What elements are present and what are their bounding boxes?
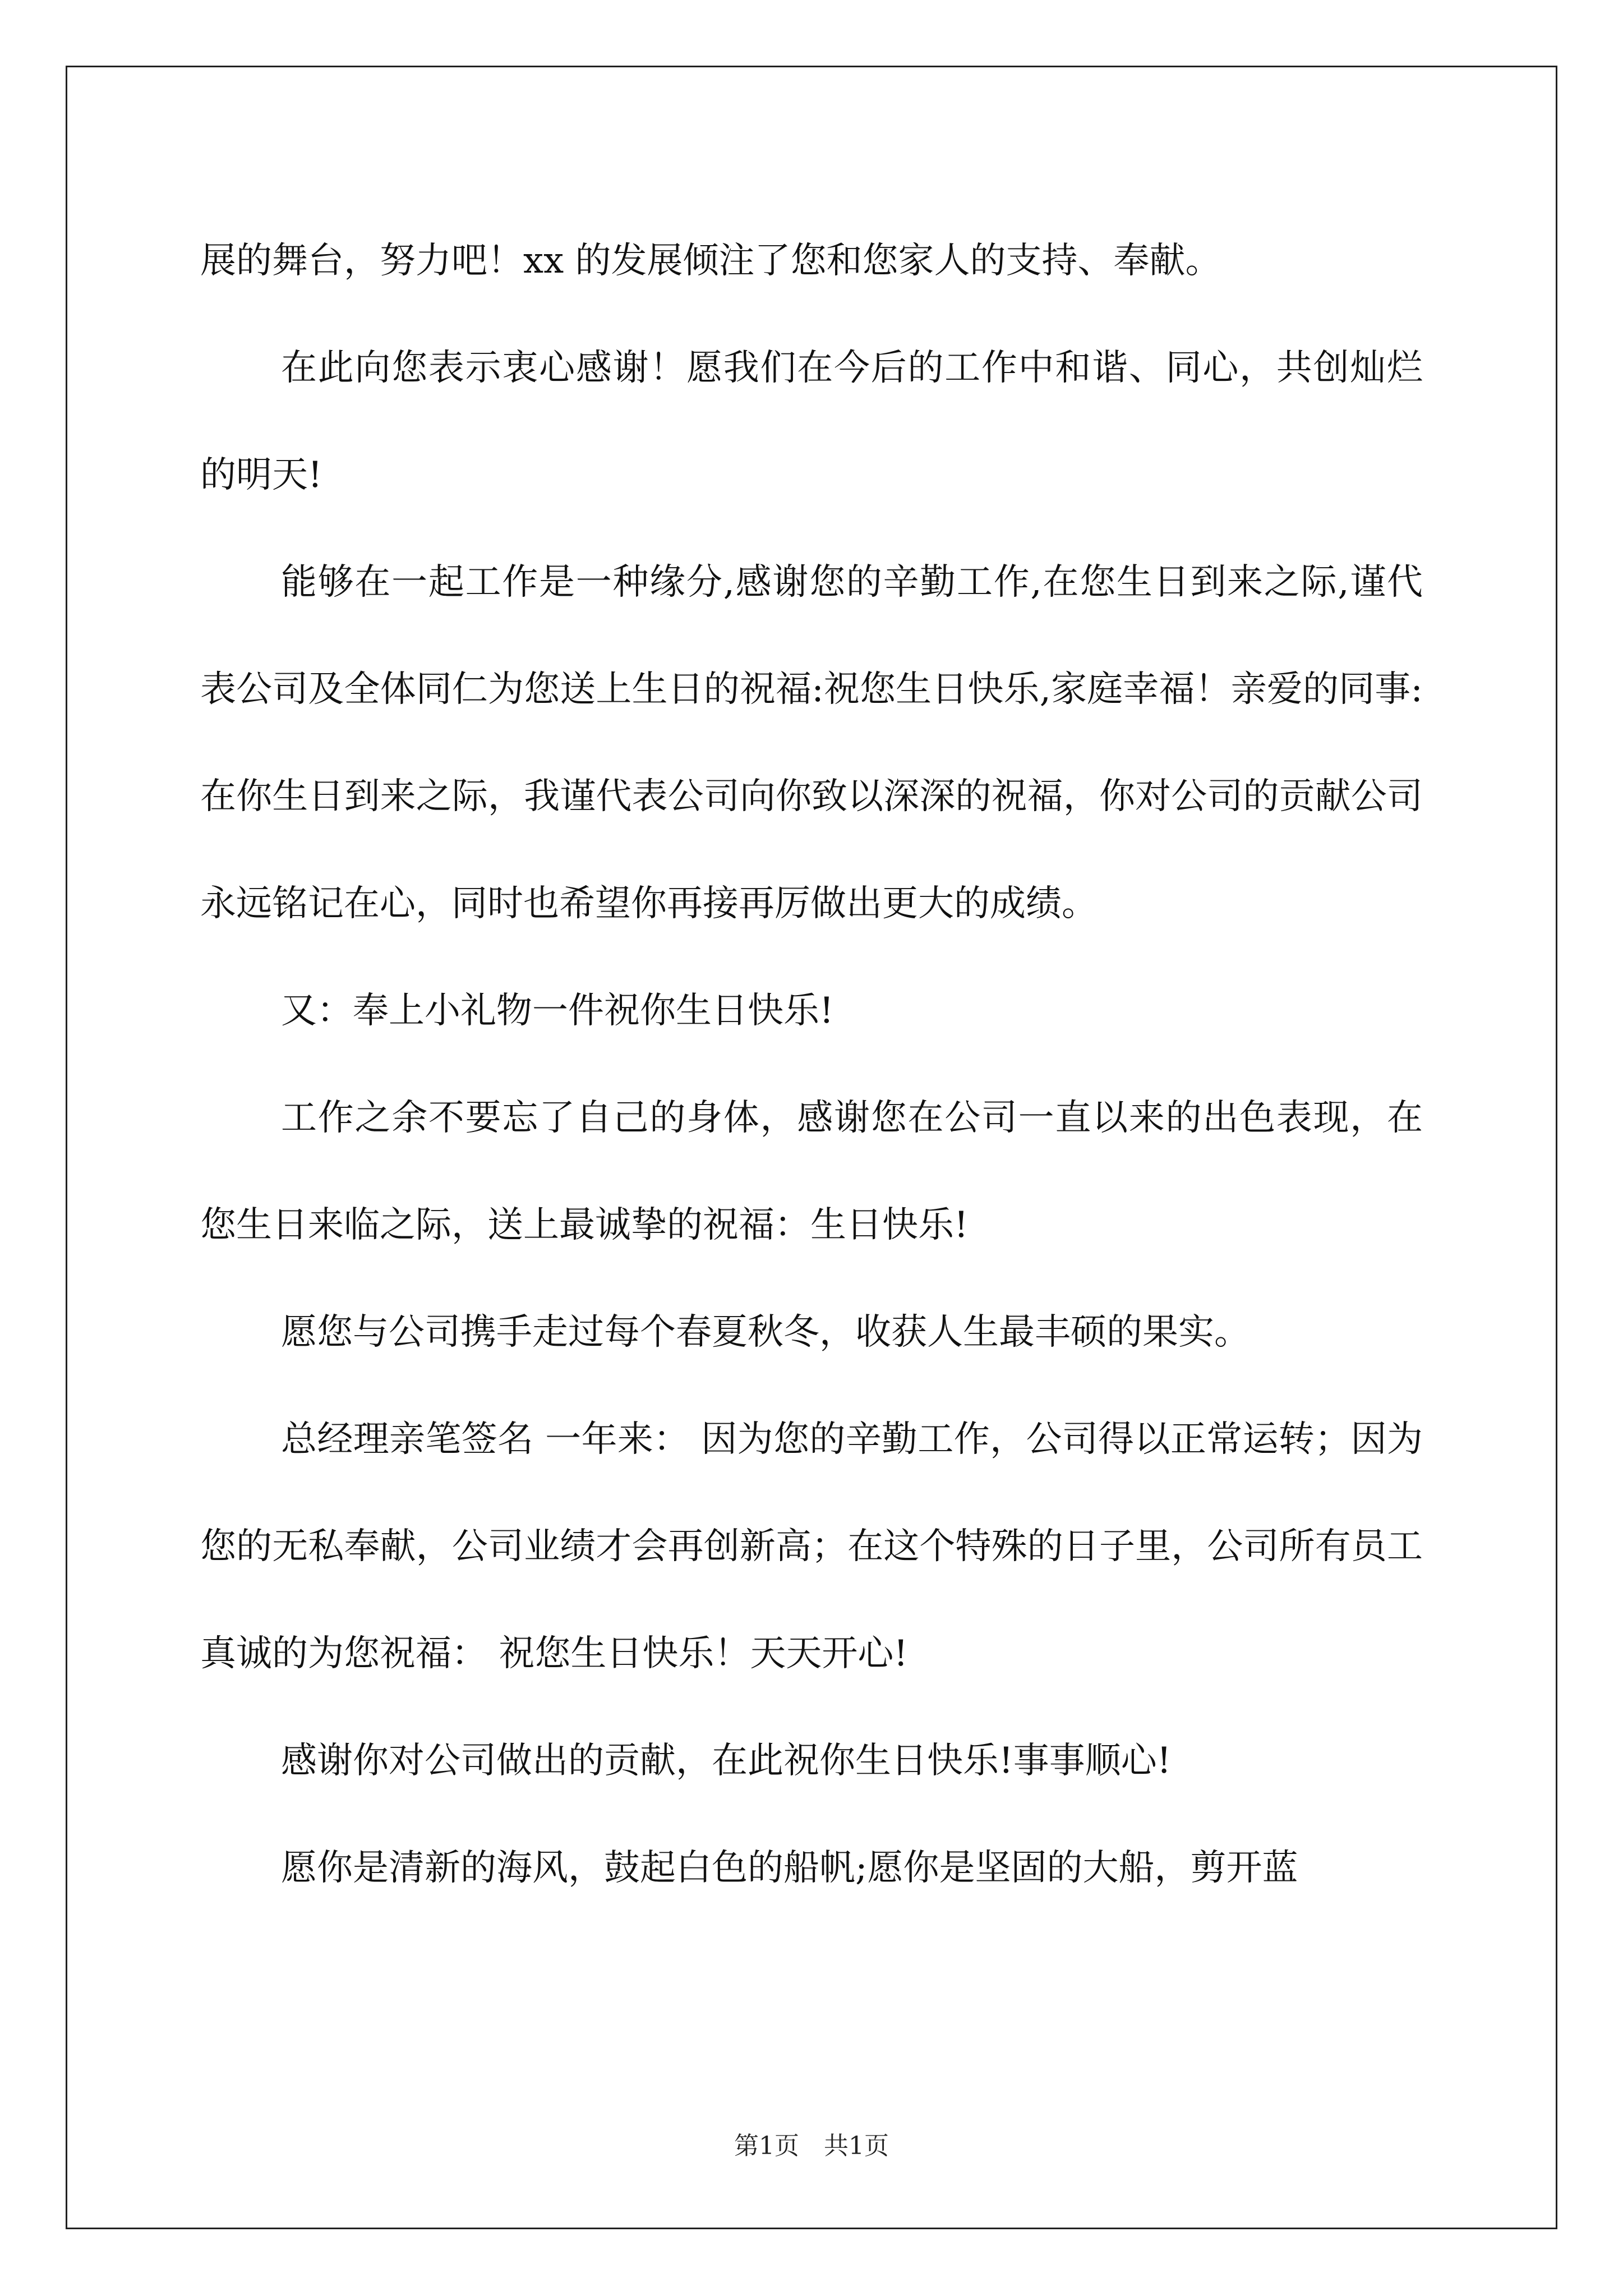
paragraph: 能够在一起工作是一种缘分,感谢您的辛勤工作,在您生日到来之际,谨代表公司及全体同仁为您送上生日的祝福:祝您生日快乐,家庭幸福！亲爱的同事: 在你生日到来之际，我谨代表公司向你致以深深的祝福，你对公司的贡献公司永远铭记在心，同时也希望你再接再厉做出更大的成绩。 — [200, 562, 1423, 924]
paragraph: 工作之余不要忘了自己的身体，感谢您在公司一直以来的出色表现，在您生日来临之际，送上最诚挚的祝福：生日快乐! — [200, 1097, 1423, 1246]
paragraph: 又：奉上小礼物一件祝你生日快乐! — [281, 990, 834, 1032]
document-body — [200, 208, 1423, 1922]
paragraph-continuation: 展的舞台，努力吧！xx 的发展倾注了您和您家人的支持、奉献。 — [200, 240, 1221, 282]
paragraph: 愿你是清新的海风，鼓起白色的船帆;愿你是坚固的大船，剪开蓝 — [281, 1847, 1298, 1889]
page-number-footer: 第1页 共1页 — [734, 2132, 889, 2160]
paragraph: 感谢你对公司做出的贡献，在此祝你生日快乐!事事顺心! — [281, 1740, 1172, 1782]
paragraph: 在此向您表示衷心感谢！愿我们在今后的工作中和谐、同心，共创灿烂的明天! — [200, 347, 1423, 496]
paragraph: 愿您与公司携手走过每个春夏秋冬，收获人生最丰硕的果实。 — [281, 1312, 1250, 1353]
paragraph: 总经理亲笔签名 一年来： 因为您的辛勤工作，公司得以正常运转；因为您的无私奉献，公司业绩才会再创新高；在这个特殊的日子里，公司所有员工真诚的为您祝福： 祝您生日快乐！天天开心! — [200, 1419, 1423, 1674]
